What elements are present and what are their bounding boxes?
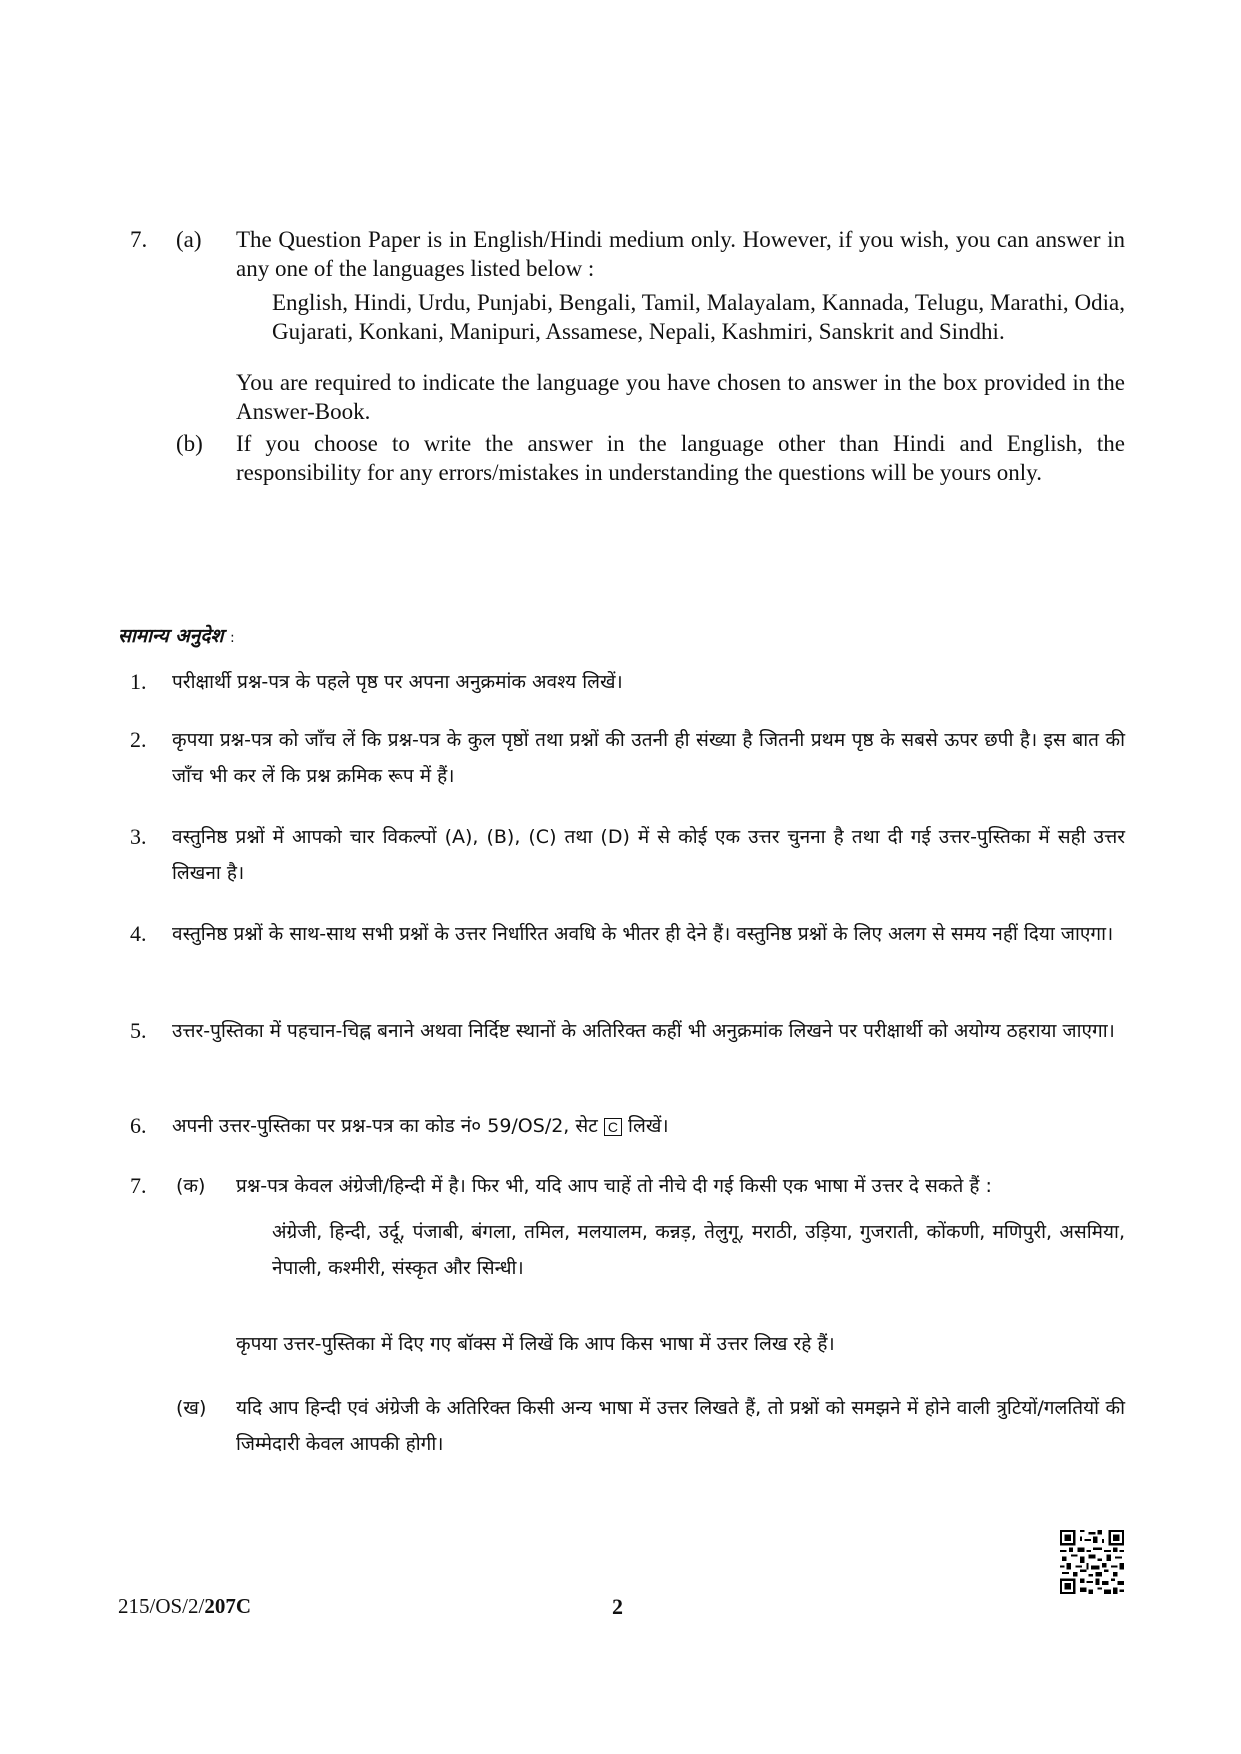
item-text: You are required to indicate the language you have chosen to answer in the box provided in the Answer-Book. <box>236 370 1125 424</box>
item-text: यदि आप हिन्दी एवं अंग्रेजी के अतिरिक्त किसी अन्य भाषा में उत्तर लिखते हैं, तो प्रश्नों को समझने में होने वाली त्रुटियों/गलतियों की जिम्मेदारी केवल आपकी होगी। <box>236 1397 1125 1455</box>
item-text: प्रश्न-पत्र केवल अंग्रेजी/हिन्दी में है। फिर भी, यदि आप चाहें तो नीचे दी गई किसी एक भाषा में उत्तर दे सकते हैं : <box>236 1175 992 1197</box>
item-text: कृपया उत्तर-पुस्तिका में दिए गए बॉक्स में लिखें कि आप किस भाषा में उत्तर लिख रहे हैं। <box>236 1333 835 1355</box>
hindi-item-6 <box>130 1108 1125 1144</box>
item-number: 5. <box>130 1018 147 1043</box>
hindi-item-4 <box>130 916 1125 952</box>
hindi-item-3 <box>130 819 1125 891</box>
item-number: 3. <box>130 824 147 849</box>
item-number: 6. <box>130 1113 147 1138</box>
item-text: वस्तुनिष्ठ प्रश्नों में आपको चार विकल्पों (A), (B), (C) तथा (D) में से कोई एक उत्तर चुनना है तथा दी गई उत्तर-पुस्तिका में सही उत्तर लिखना है। <box>172 826 1125 884</box>
section-heading <box>118 622 235 648</box>
item-text-after: लिखें। <box>628 1115 669 1137</box>
language-list: अंग्रेजी, हिन्दी, उर्दू, पंजाबी, बंगला, तमिल, मलयालम, कन्नड़, तेलुगू, मराठी, उड़िया, गुजराती, कोंकणी, मणिपुरी, असमिया, नेपाली, कश्मीरी, संस्कृत और सिन्धी। <box>272 1221 1125 1279</box>
item-text: परीक्षार्थी प्रश्न-पत्र के पहले पृष्ठ पर अपना अनुक्रमांक अवश्य लिखें। <box>172 671 623 693</box>
hindi-item-5 <box>130 1013 1125 1049</box>
item-text: कृपया प्रश्न-पत्र को जाँच लें कि प्रश्न-पत्र के कुल पृष्ठों तथा प्रश्नों की उतनी ही संख्या है जितनी प्रथम पृष्ठ के सबसे ऊपर छपी है। इस बात की जाँच भी कर लें कि प्रश्न क्रमिक रूप में हैं। <box>172 729 1125 787</box>
item-text-before: अपनी उत्तर-पुस्तिका पर प्रश्न-पत्र का कोड नं० 59/OS/2, सेट <box>172 1115 598 1137</box>
item-text <box>172 1108 1125 1144</box>
item-sub-label: (b) <box>176 431 203 456</box>
english-item-7a <box>130 225 1125 346</box>
heading-text: सामान्य अनुदेश <box>118 625 224 647</box>
hindi-item-2 <box>130 722 1125 794</box>
qr-code-icon <box>1060 1530 1124 1594</box>
item-number: 7. <box>130 1173 147 1198</box>
item-number: 1. <box>130 669 147 694</box>
item-sub-label: (ख) <box>176 1397 207 1419</box>
hindi-item-7ka <box>130 1168 1125 1286</box>
english-item-7a-note <box>130 368 1125 426</box>
item-number: 2. <box>130 727 147 752</box>
item-text: The Question Paper is in English/Hindi medium only. However, if you wish, you can answer in any one of the languages listed below : <box>236 227 1125 281</box>
item-sub-label: (a) <box>176 227 202 252</box>
hindi-item-7kha <box>130 1390 1125 1462</box>
language-list: English, Hindi, Urdu, Punjabi, Bengali, Tamil, Malayalam, Kannada, Telugu, Marathi, Odia, Gujarati, Konkani, Manipuri, Assamese, Nepali, Kashmiri, Sanskrit and Sindhi. <box>272 290 1125 344</box>
item-number: 4. <box>130 921 147 946</box>
paper-code-prefix: 215/OS/2/ <box>118 1594 205 1618</box>
item-text: If you choose to write the answer in the language other than Hindi and English, the responsibility for any errors/mistakes in understanding the questions will be yours only. <box>236 431 1125 485</box>
english-item-7b <box>130 429 1125 487</box>
hindi-item-1 <box>130 664 1125 700</box>
item-sub-label: (क) <box>176 1175 206 1197</box>
heading-colon: : <box>229 630 235 646</box>
item-text: वस्तुनिष्ठ प्रश्नों के साथ-साथ सभी प्रश्नों के उत्तर निर्धारित अवधि के भीतर ही देने हैं। वस्तुनिष्ठ प्रश्नों के लिए अलग से समय नहीं दिया जाएगा। <box>172 923 1114 945</box>
set-box: C <box>604 1118 622 1136</box>
hindi-item-7-note <box>130 1326 1125 1362</box>
paper-code <box>118 1594 251 1619</box>
paper-code-bold: 207C <box>204 1594 252 1618</box>
page-number: 2 <box>612 1594 623 1619</box>
item-number: 7. <box>130 227 148 252</box>
item-text: उत्तर-पुस्तिका में पहचान-चिह्न बनाने अथवा निर्दिष्ट स्थानों के अतिरिक्त कहीं भी अनुक्रमांक लिखने पर परीक्षार्थी को अयोग्य ठहराया जाएगा। <box>172 1020 1115 1042</box>
